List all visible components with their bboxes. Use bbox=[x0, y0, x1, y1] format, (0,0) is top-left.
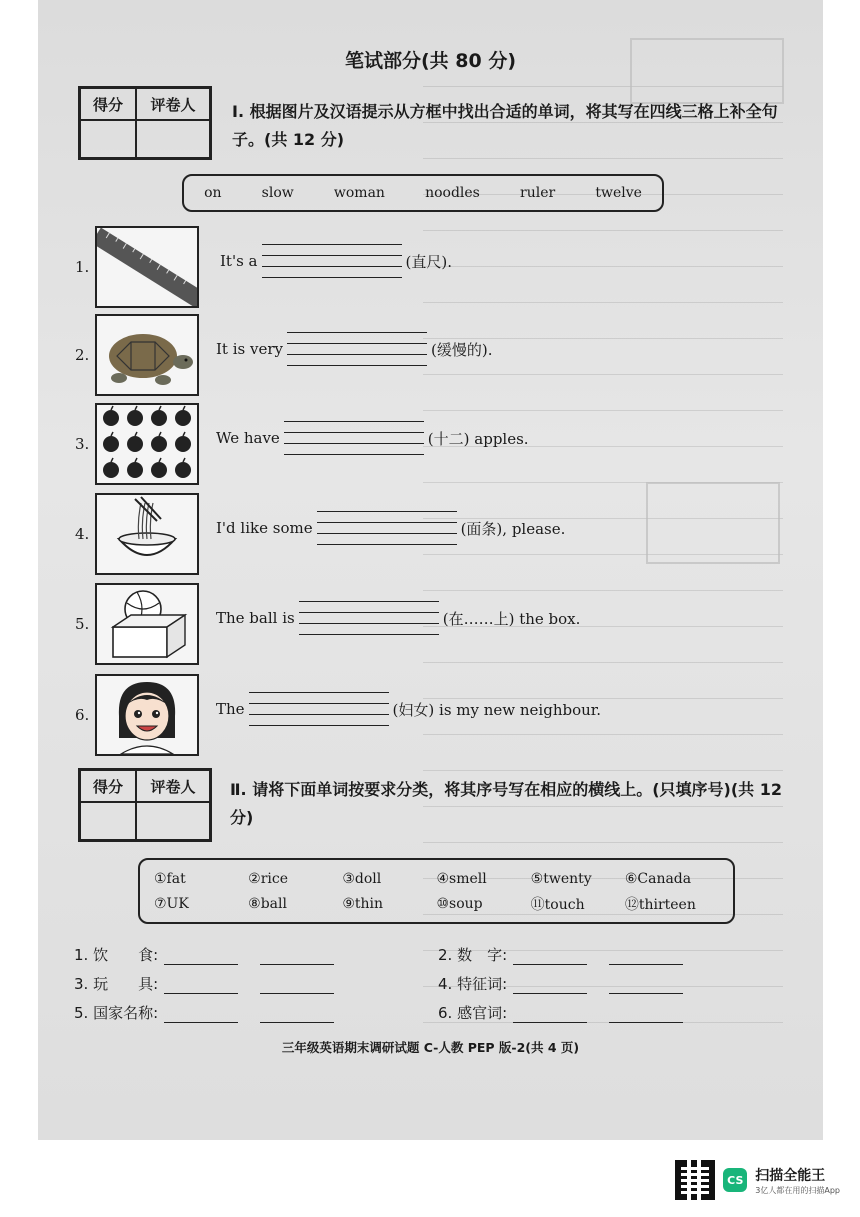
word-bank-item: woman bbox=[333, 185, 385, 201]
answer-blank[interactable] bbox=[164, 1006, 238, 1023]
sentence-text-before: It's a bbox=[220, 252, 258, 270]
ruler-image bbox=[95, 226, 199, 308]
sentence-hint: (缓慢的). bbox=[430, 340, 493, 359]
score-cell[interactable] bbox=[80, 120, 136, 158]
word-item: ⑪touch bbox=[530, 896, 585, 913]
word-item: ⑦UK bbox=[154, 895, 189, 912]
word-item: ②rice bbox=[248, 870, 289, 887]
answer-lines-2[interactable] bbox=[287, 332, 427, 366]
sentence-text-before: The bbox=[216, 700, 245, 718]
category-row-toy bbox=[74, 973, 334, 994]
word-bank-item: ruler bbox=[520, 185, 556, 201]
word-item: ①fat bbox=[154, 870, 186, 887]
answer-lines-4[interactable] bbox=[317, 511, 457, 545]
word-bank-item: slow bbox=[261, 185, 294, 201]
category-row-feature bbox=[438, 973, 683, 994]
grader-label: 评卷人 bbox=[136, 770, 210, 802]
answer-blank[interactable] bbox=[513, 948, 587, 965]
category-row-sense bbox=[438, 1002, 683, 1023]
answer-blank[interactable] bbox=[260, 1006, 334, 1023]
sentence-2 bbox=[216, 332, 492, 366]
score-label: 得分 bbox=[80, 770, 136, 802]
word-list-box bbox=[138, 858, 735, 924]
question-number: 3. bbox=[75, 435, 90, 453]
category-label: 5. 国家名称: bbox=[74, 1004, 159, 1022]
grader-cell[interactable] bbox=[136, 802, 210, 840]
answer-lines-3[interactable] bbox=[284, 421, 424, 455]
score-box-section1 bbox=[78, 86, 212, 160]
word-item: ⑩soup bbox=[436, 895, 483, 912]
scanner-app-name: 扫描全能王 bbox=[755, 1167, 826, 1184]
word-item: ⑥Canada bbox=[624, 870, 692, 887]
sentence-text-before: I'd like some bbox=[216, 519, 313, 537]
answer-blank[interactable] bbox=[609, 948, 683, 965]
word-bank-box bbox=[182, 174, 664, 212]
answer-blank[interactable] bbox=[260, 977, 334, 994]
page-title: 笔试部分(共 80 分) bbox=[344, 50, 517, 72]
sentence-4 bbox=[216, 511, 565, 545]
category-row-food bbox=[74, 944, 334, 965]
scanner-badge-text bbox=[755, 1165, 840, 1196]
apples-image bbox=[95, 403, 199, 485]
answer-blank[interactable] bbox=[164, 948, 238, 965]
answer-lines-5[interactable] bbox=[299, 601, 439, 635]
score-label: 得分 bbox=[80, 88, 136, 120]
qr-code-icon bbox=[675, 1160, 715, 1200]
answer-blank[interactable] bbox=[513, 977, 587, 994]
question-number: 6. bbox=[75, 706, 90, 724]
question-number: 5. bbox=[75, 615, 90, 633]
turtle-image bbox=[95, 314, 199, 396]
ghost-score-box-mid bbox=[646, 482, 780, 564]
question-number: 4. bbox=[75, 525, 90, 543]
answer-blank[interactable] bbox=[609, 1006, 683, 1023]
sentence-hint: (直尺). bbox=[405, 252, 452, 271]
grader-cell[interactable] bbox=[136, 120, 210, 158]
sentence-hint: (十二) apples. bbox=[427, 429, 529, 448]
word-item: ⑫thirteen bbox=[624, 896, 696, 913]
ball-on-box-image bbox=[95, 583, 199, 665]
question-number: 1. bbox=[75, 258, 90, 276]
word-item: ④smell bbox=[436, 870, 487, 887]
camscanner-logo-icon: CS bbox=[723, 1168, 747, 1192]
answer-lines-6[interactable] bbox=[249, 692, 389, 726]
grader-label: 评卷人 bbox=[136, 88, 210, 120]
category-row-country bbox=[74, 1002, 334, 1023]
sentence-1 bbox=[220, 244, 452, 278]
woman-image bbox=[95, 674, 199, 756]
answer-blank[interactable] bbox=[609, 977, 683, 994]
word-item: ⑧ball bbox=[248, 895, 287, 912]
word-item: ③doll bbox=[342, 870, 382, 887]
section2-heading: Ⅱ. 请将下面单词按要求分类，将其序号写在相应的横线上。(只填序号)(共 12 分) bbox=[230, 780, 782, 827]
scanner-badge bbox=[675, 1160, 840, 1200]
page-footer: 三年级英语期末调研试题 C-人教 PEP 版-2(共 4 页) bbox=[281, 1040, 580, 1055]
sentence-text-before: The ball is bbox=[216, 609, 295, 627]
answer-blank[interactable] bbox=[164, 977, 238, 994]
sentence-text-before: We have bbox=[216, 429, 280, 447]
word-item: ⑨thin bbox=[342, 895, 384, 912]
category-label: 6. 感官词: bbox=[438, 1004, 508, 1022]
answer-blank[interactable] bbox=[260, 948, 334, 965]
sentence-hint: (面条), please. bbox=[460, 519, 566, 538]
score-box-section2 bbox=[78, 768, 212, 842]
word-bank-item: noodles bbox=[425, 185, 480, 201]
answer-blank[interactable] bbox=[513, 1006, 587, 1023]
category-label: 4. 特征词: bbox=[438, 975, 508, 993]
scanner-app-tagline: 3亿人都在用的扫描App bbox=[755, 1185, 840, 1195]
word-bank-item: on bbox=[204, 185, 222, 201]
sentence-5 bbox=[216, 601, 580, 635]
answer-lines-1[interactable] bbox=[262, 244, 402, 278]
scanned-page bbox=[38, 0, 823, 1140]
category-label: 1. 饮 食: bbox=[74, 946, 159, 964]
noodles-image bbox=[95, 493, 199, 575]
sentence-6 bbox=[216, 692, 601, 726]
question-number: 2. bbox=[75, 346, 90, 364]
sentence-hint: (在……上) the box. bbox=[442, 609, 581, 628]
sentence-text-before: It is very bbox=[216, 340, 283, 358]
section1-heading: Ⅰ. 根据图片及汉语提示从方框中找出合适的单词，将其写在四线三格上补全句子。(共 12 分) bbox=[232, 102, 778, 149]
sentence-hint: (妇女) is my new neighbour. bbox=[392, 700, 602, 719]
category-row-number bbox=[438, 944, 683, 965]
word-bank-item: twelve bbox=[595, 185, 642, 201]
category-label: 3. 玩 具: bbox=[74, 975, 159, 993]
score-cell[interactable] bbox=[80, 802, 136, 840]
category-label: 2. 数 字: bbox=[438, 946, 508, 964]
sentence-3 bbox=[216, 421, 529, 455]
word-item: ⑤twenty bbox=[530, 870, 592, 887]
